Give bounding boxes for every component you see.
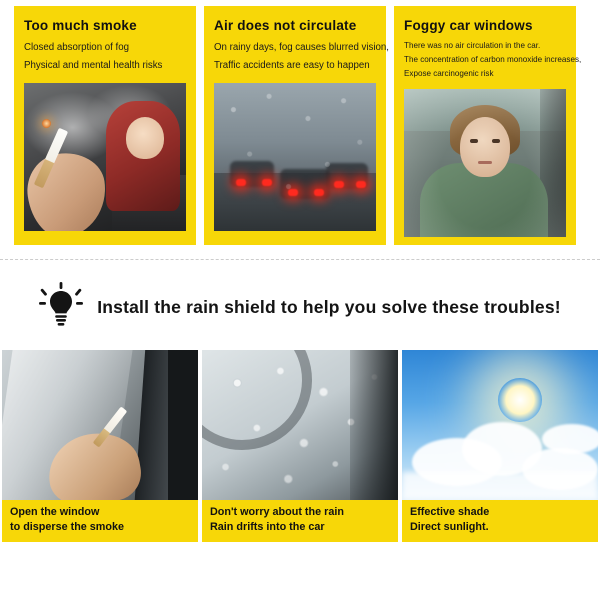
card-line: Expose carcinogenic risk <box>404 69 494 79</box>
card-title: Foggy car windows <box>404 18 533 33</box>
benefit-card-shade <box>402 350 598 541</box>
cloud-shape <box>402 472 598 500</box>
benefit-label <box>2 500 198 541</box>
lightbulb-icon <box>39 282 83 332</box>
benefit-label <box>402 500 598 541</box>
open-window-smoke-photo <box>2 350 198 500</box>
benefit-label <box>202 500 398 541</box>
rain-drops-on-window-photo <box>202 350 398 500</box>
benefit-label-line: Open the window <box>10 506 100 519</box>
sun-shape <box>498 378 542 422</box>
problem-card-smoke <box>14 6 196 245</box>
card-line: There was no air circulation in the car. <box>404 41 541 50</box>
fog-overlay <box>404 89 566 237</box>
sun-and-clouds-photo <box>402 350 598 500</box>
problem-card-air <box>204 6 389 245</box>
benefit-cards-row <box>0 350 600 541</box>
problem-card-fog <box>394 6 582 245</box>
woman-in-foggy-car-photo <box>404 89 566 237</box>
card-body <box>394 35 582 87</box>
cigarette-ember-shape <box>42 119 51 128</box>
benefit-label-line: Don't worry about the rain <box>210 506 344 519</box>
card-line: Physical and mental health risks <box>24 59 163 71</box>
banner-text: Install the rain shield to help you solve these troubles! <box>97 296 561 317</box>
card-title: Air does not circulate <box>214 18 357 33</box>
card-title: Too much smoke <box>24 18 137 33</box>
window-edge-shape <box>350 350 398 500</box>
benefit-label-line: Direct sunlight. <box>410 521 489 534</box>
rainy-road-blurred-vision-photo <box>214 83 376 231</box>
benefit-label-line: Effective shade <box>410 506 490 519</box>
car-interior-shape <box>168 350 198 500</box>
card-line: The concentration of carbon monoxide increases, <box>404 55 582 65</box>
problem-cards-row <box>0 0 600 245</box>
card-line: On rainy days, fog causes blurred vision, <box>214 42 389 53</box>
smoking-in-car-photo <box>24 83 186 231</box>
benefit-label-line: to disperse the smoke <box>10 521 125 534</box>
solution-banner <box>0 260 600 350</box>
hand-shape <box>24 148 111 231</box>
benefit-card-smoke <box>2 350 198 541</box>
child-face-shape <box>126 117 164 159</box>
card-line: Traffic accidents are easy to happen <box>214 59 370 71</box>
card-body <box>14 35 196 81</box>
benefit-label-line: Rain drifts into the car <box>210 521 325 534</box>
benefit-card-rain <box>202 350 398 541</box>
card-body <box>204 35 389 81</box>
rain-drops-overlay <box>214 83 376 231</box>
card-line: Closed absorption of fog <box>24 42 130 53</box>
